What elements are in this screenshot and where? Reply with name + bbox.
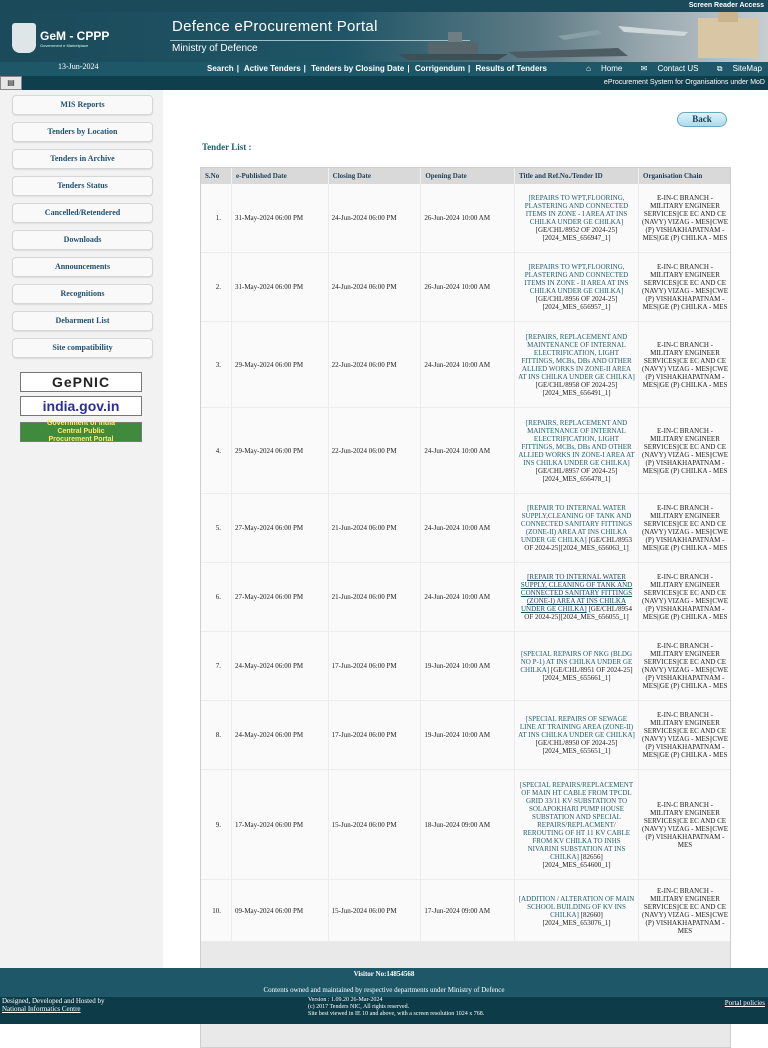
- row-closing-date: 15-Jun-2024 06:00 PM: [329, 880, 422, 942]
- tender-title-link[interactable]: [REPAIR TO INTERNAL WATER SUPPLY,CLEANING OF TANK AND CONNECTED SANITARY FITTINGS (ZONE-II) AREA AT INS CHILKA UNDER GE CHILKA]: [520, 504, 633, 544]
- row-sno: 2.: [201, 253, 232, 322]
- top-strip: [0, 0, 768, 12]
- tender-title-link[interactable]: [ADDITION / ALTERATION OF MAIN SCHOOL BUILDING OF KV INS CHILKA]: [518, 894, 635, 919]
- row-closing-date: 22-Jun-2024 06:00 PM: [329, 322, 422, 408]
- current-date: 13-Jun-2024: [58, 62, 99, 71]
- table-row: [201, 632, 731, 701]
- designed-by: [2, 997, 104, 1013]
- table-row: [201, 322, 731, 408]
- row-title-cell: [515, 770, 639, 880]
- tender-title-link[interactable]: [SPECIAL REPAIRS OF NKG (BLDG NO P-1) AT INS CHILKA UNDER GE CHILKA]: [520, 650, 633, 674]
- designed-by-text: Designed, Developed and Hosted by: [2, 997, 105, 1005]
- table-row: [201, 253, 731, 322]
- row-closing-date: 22-Jun-2024 06:00 PM: [329, 408, 422, 494]
- tender-title-link[interactable]: [REPAIRS, REPLACEMENT AND MAINTENANCE OF INTERNAL ELECTRIFICATION, LIGHT FITTINGS, MCBs, DBs AND OTHER ALLIED WORKS IN ZONE-I AREA AT INS CHILKA UNDER GE CHILKA]: [518, 418, 635, 467]
- row-opening-date: 19-Jun-2024 10:00 AM: [421, 701, 515, 770]
- table-row: [201, 770, 731, 880]
- table-body: [201, 184, 731, 942]
- row-published-date: 31-May-2024 06:00 PM: [232, 253, 329, 322]
- sidebar-item-tenders-status[interactable]: Tenders Status: [12, 176, 153, 196]
- system-tagline: eProcurement System for Organisations under MoD: [603, 79, 765, 86]
- row-organisation: E-IN-C BRANCH - MILITARY ENGINEER SERVICES||CE EC AND CE (NAVY) VIZAG - MES||CWE (P) VISHAKHAPATNAM - MES||GE (P) CHILKA - MES: [639, 253, 731, 322]
- home-icon: ⌂: [585, 64, 591, 73]
- tender-ref-id: [GE/CHL/8956 OF 2024-25][2024_MES_656957_1]: [535, 295, 618, 311]
- sidebar-item-cancelled-retendered[interactable]: Cancelled/Retendered: [12, 203, 153, 223]
- row-title-cell: [515, 494, 639, 563]
- row-title-cell: [515, 253, 639, 322]
- browser-note-line: Site best viewed in IE 10 and above, with a screen resolution 1024 x 768.: [308, 1011, 485, 1017]
- tender-title-link[interactable]: [SPECIAL REPAIRS/REPLACEMENT OF MAIN HT CABLE FROM TPCDL GRID 33/11 KV SUBSTATION TO SOLAPOKHARI PUMP HOUSE SUBSTATION AND SPECIAL REPAIRS/REPLACMENT/ REROUTING OF HT 11 KV CABLE FROM KV CHILKA TO INHS NIVARINI SUBSTATION AT INS CHILKA]: [519, 780, 634, 861]
- sidebar-item-mis-reports[interactable]: MIS Reports: [12, 95, 153, 115]
- row-sno: 1.: [201, 184, 232, 253]
- sub-bar: [0, 76, 768, 90]
- national-emblem-icon: [12, 23, 36, 53]
- tender-ref-id: [GE/CHL/8957 OF 2024-25][2024_MES_656478_1]: [535, 466, 618, 483]
- sitemap-label: SiteMap: [732, 64, 762, 73]
- india-gov-logo-text: india.gov.in: [42, 398, 120, 414]
- gepnic-logo-text: GePNIC: [51, 374, 111, 390]
- gepnic-logo-link[interactable]: [20, 372, 142, 392]
- nav-closing-date-link[interactable]: Tenders by Closing Date: [311, 64, 405, 73]
- version-line: Version : 1.09.20 26-Mar-2024: [308, 997, 383, 1003]
- sidebar-item-announcements[interactable]: Announcements: [12, 257, 153, 277]
- header-banner: [0, 12, 768, 62]
- defence-banner-image: [388, 12, 768, 62]
- row-sno: 10.: [201, 880, 232, 942]
- row-closing-date: 17-Jun-2024 06:00 PM: [329, 632, 422, 701]
- row-closing-date: 24-Jun-2024 06:00 PM: [329, 253, 422, 322]
- tender-ref-id: [GE/CHL/8951 OF 2024-25][2024_MES_655661_1]: [542, 666, 633, 682]
- copyright-line: (c) 2017 Tenders NIC, All rights reserved.: [308, 1004, 410, 1010]
- tender-ref-id: [82656][2024_MES_654600_1]: [542, 852, 611, 869]
- row-published-date: 27-May-2024 06:00 PM: [232, 563, 329, 632]
- row-organisation: E-IN-C BRANCH - MILITARY ENGINEER SERVICES||CE EC AND CE (NAVY) VIZAG - MES||CWE (P) VISHAKHAPATNAM - MES||GE (P) CHILKA - MES: [639, 184, 731, 253]
- nav-right-links: [570, 62, 762, 76]
- row-opening-date: 24-Jun-2024 10:00 AM: [421, 563, 515, 632]
- table-row: [201, 184, 731, 253]
- table-row: [201, 563, 731, 632]
- gem-logo-subtext: Government e Marketplace: [40, 42, 89, 48]
- row-organisation: E-IN-C BRANCH - MILITARY ENGINEER SERVICES||CE EC AND CE (NAVY) VIZAG - MES||CWE (P) VISHAKHAPATNAM - MES||GE (P) CHILKA - MES: [639, 563, 731, 632]
- row-opening-date: 17-Jun-2024 09:00 AM: [421, 880, 515, 942]
- tender-ref-id: [GE/CHL/8952 OF 2024-25][2024_MES_656947_1]: [535, 226, 618, 242]
- footer: [0, 968, 768, 1024]
- nav-active-tenders-link[interactable]: Active Tenders: [243, 64, 301, 73]
- portal-policies-link[interactable]: Portal policies: [724, 999, 765, 1007]
- row-published-date: 29-May-2024 06:00 PM: [232, 322, 329, 408]
- row-published-date: 31-May-2024 06:00 PM: [232, 184, 329, 253]
- tender-list-heading: Tender List :: [202, 142, 252, 152]
- main-content: [163, 90, 768, 968]
- row-opening-date: 26-Jun-2024 10:00 AM: [421, 184, 515, 253]
- row-sno: 5.: [201, 494, 232, 563]
- row-published-date: 27-May-2024 06:00 PM: [232, 494, 329, 563]
- row-published-date: 09-May-2024 06:00 PM: [232, 880, 329, 942]
- nic-link[interactable]: National Informatics Centre: [2, 1005, 81, 1013]
- table-row: [201, 494, 731, 563]
- visitor-count: Visitor No:14854568: [353, 970, 415, 978]
- home-link[interactable]: [578, 64, 622, 73]
- sidebar-item-downloads[interactable]: Downloads: [12, 230, 153, 250]
- tender-title-link[interactable]: [REPAIR TO INTERNAL WATER SUPPLY, CLEANING OF TANK AND CONNECTED SANITARY FITTINGS (ZONE-I) AREA AT INS CHILKA UNDER GE CHILKA]: [520, 573, 633, 613]
- india-gov-logo-link[interactable]: [20, 396, 142, 416]
- gem-logo-text: GeM - CPPP: [40, 28, 110, 43]
- table-row: [201, 880, 731, 942]
- row-sno: 9.: [201, 770, 232, 880]
- row-closing-date: 21-Jun-2024 06:00 PM: [329, 563, 422, 632]
- tender-ref-id: [GE/CHL/8958 OF 2024-25][2024_MES_656491_1]: [535, 380, 618, 397]
- contact-us-link[interactable]: [633, 64, 699, 73]
- row-title-cell: [515, 322, 639, 408]
- row-organisation: E-IN-C BRANCH - MILITARY ENGINEER SERVICES||CE EC AND CE (NAVY) VIZAG - MES||CWE (P) VISHAKHAPATNAM - MES: [639, 770, 731, 880]
- row-sno: 4.: [201, 408, 232, 494]
- row-sno: 8.: [201, 701, 232, 770]
- col-published-date: e-Published Date: [232, 168, 329, 184]
- contents-ownership-note: Contents owned and maintained by respective departments under Ministry of Defence: [263, 986, 505, 994]
- tender-ref-id: [GE/CHL/8950 OF 2024-25][2024_MES_655651_1]: [535, 739, 618, 755]
- table-row: [201, 408, 731, 494]
- row-organisation: E-IN-C BRANCH - MILITARY ENGINEER SERVICES||CE EC AND CE (NAVY) VIZAG - MES||CWE (P) VISHAKHAPATNAM - MES||GE (P) CHILKA - MES: [639, 322, 731, 408]
- row-title-cell: [515, 408, 639, 494]
- table-row: [201, 701, 731, 770]
- tender-ref-id: [82660][2024_MES_653076_1]: [542, 910, 611, 927]
- row-title-cell: [515, 880, 639, 942]
- sidebar-item-recognitions[interactable]: Recognitions: [12, 284, 153, 304]
- portal-title: Defence eProcurement Portal: [172, 18, 378, 35]
- row-organisation: E-IN-C BRANCH - MILITARY ENGINEER SERVICES||CE EC AND CE (NAVY) VIZAG - MES||CWE (P) VISHAKHAPATNAM - MES||GE (P) CHILKA - MES: [639, 632, 731, 701]
- version-info: [308, 997, 484, 1018]
- nav-search-link[interactable]: Search: [207, 64, 234, 73]
- nav-results-link[interactable]: Results of Tenders: [475, 64, 547, 73]
- col-sno: S.No: [201, 168, 232, 184]
- col-title: Title and Ref.No./Tender ID: [515, 168, 639, 184]
- cppp-logo-line3: Procurement Portal: [48, 436, 114, 443]
- cppp-logo-line2: Central Public: [57, 428, 105, 435]
- col-opening-date: Opening Date: [421, 168, 515, 184]
- row-opening-date: 24-Jun-2024 10:00 AM: [421, 494, 515, 563]
- row-published-date: 29-May-2024 06:00 PM: [232, 408, 329, 494]
- sitemap-link[interactable]: [709, 64, 762, 73]
- row-organisation: E-IN-C BRANCH - MILITARY ENGINEER SERVICES||CE EC AND CE (NAVY) VIZAG - MES||CWE (P) VISHAKHAPATNAM - MES: [639, 880, 731, 942]
- row-title-cell: [515, 184, 639, 253]
- sidebar-item-debarment-list[interactable]: Debarment List: [12, 311, 153, 331]
- row-opening-date: 24-Jun-2024 10:00 AM: [421, 322, 515, 408]
- table-header-row: [201, 168, 731, 184]
- back-button[interactable]: Back: [677, 112, 727, 127]
- row-sno: 7.: [201, 632, 232, 701]
- row-organisation: E-IN-C BRANCH - MILITARY ENGINEER SERVICES||CE EC AND CE (NAVY) VIZAG - MES||CWE (P) VISHAKHAPATNAM - MES||GE (P) CHILKA - MES: [639, 494, 731, 563]
- sitemap-icon: ⧉: [716, 64, 723, 73]
- contact-label: Contact US: [657, 64, 699, 73]
- ministry-title: Ministry of Defence: [172, 43, 258, 54]
- cppp-logo-link[interactable]: [20, 422, 142, 442]
- row-published-date: 24-May-2024 06:00 PM: [232, 701, 329, 770]
- row-opening-date: 24-Jun-2024 10:00 AM: [421, 408, 515, 494]
- tender-title-link[interactable]: [SPECIAL REPAIRS OF SEWAGE LINE AT TRAINING AREA (ZONE-II) AT INS CHILKA UNDER GE CHILKA]: [518, 715, 635, 739]
- nav-links: Search | Active Tenders | Tenders by Closing Date | Corrigendum | Results of Tenders: [207, 64, 547, 73]
- tender-table: [201, 168, 731, 942]
- row-opening-date: 19-Jun-2024 10:00 AM: [421, 632, 515, 701]
- footer-bottom: [0, 997, 768, 1024]
- row-opening-date: 18-Jun-2024 09:00 AM: [421, 770, 515, 880]
- home-label: Home: [601, 64, 623, 73]
- top-navbar: [0, 62, 768, 76]
- col-organisation: Organisation Chain: [639, 168, 731, 184]
- row-closing-date: 21-Jun-2024 06:00 PM: [329, 494, 422, 563]
- tender-ref-id: [GE/CHL/8954 OF 2024-25][2024_MES_656055_1]: [524, 605, 633, 621]
- row-sno: 3.: [201, 322, 232, 408]
- tender-table-container: [200, 167, 731, 1048]
- tender-title-link[interactable]: [REPAIRS TO WPT,FLOORING, PLASTERING AND CONNECTED ITEMS IN ZONE - I AREA AT INS CHILKA UNDER GE CHILKA]: [524, 194, 629, 226]
- row-title-cell: [515, 632, 639, 701]
- row-closing-date: 24-Jun-2024 06:00 PM: [329, 184, 422, 253]
- toggle-menu-icon[interactable]: ▤: [0, 76, 22, 90]
- row-published-date: 24-May-2024 06:00 PM: [232, 632, 329, 701]
- row-organisation: E-IN-C BRANCH - MILITARY ENGINEER SERVICES||CE EC AND CE (NAVY) VIZAG - MES||CWE (P) VISHAKHAPATNAM - MES||GE (P) CHILKA - MES: [639, 408, 731, 494]
- row-closing-date: 15-Jun-2024 06:00 PM: [329, 770, 422, 880]
- mail-icon: ✉: [640, 64, 648, 73]
- row-closing-date: 17-Jun-2024 06:00 PM: [329, 701, 422, 770]
- row-title-cell: [515, 563, 639, 632]
- sidebar-item-tenders-by-location[interactable]: Tenders by Location: [12, 122, 153, 142]
- screen-reader-access-link[interactable]: Screen Reader Access: [688, 2, 764, 9]
- sidebar-item-tenders-in-archive[interactable]: Tenders in Archive: [12, 149, 153, 169]
- row-sno: 6.: [201, 563, 232, 632]
- col-closing-date: Closing Date: [329, 168, 422, 184]
- row-title-cell: [515, 701, 639, 770]
- tender-title-link[interactable]: [REPAIRS, REPLACEMENT AND MAINTENANCE OF INTERNAL ELECTRIFICATION, LIGHT FITTINGS, MCBs, DBs AND OTHER ALLIED WORKS IN ZONE-II AREA AT INS CHILKA UNDER GE CHILKA]: [518, 332, 635, 381]
- cppp-logo-line1: Government of India: [46, 420, 116, 427]
- row-opening-date: 26-Jun-2024 10:00 AM: [421, 253, 515, 322]
- sidebar-item-site-compatibility[interactable]: Site compatibility: [12, 338, 153, 358]
- tender-ref-id: [GE/CHL/8953 OF 2024-25][2024_MES_656063_1]: [524, 536, 633, 552]
- gem-cppp-logo[interactable]: [12, 20, 152, 56]
- sidebar: [0, 90, 163, 968]
- row-published-date: 17-May-2024 06:00 PM: [232, 770, 329, 880]
- nav-corrigendum-link[interactable]: Corrigendum: [414, 64, 466, 73]
- row-organisation: E-IN-C BRANCH - MILITARY ENGINEER SERVICES||CE EC AND CE (NAVY) VIZAG - MES||CWE (P) VISHAKHAPATNAM - MES||GE (P) CHILKA - MES: [639, 701, 731, 770]
- tender-title-link[interactable]: [REPAIRS TO WPT,FLOORING, PLASTERING AND CONNECTED ITEMS IN ZONE - II AREA AT INS CHILKA UNDER GE CHILKA]: [524, 263, 629, 295]
